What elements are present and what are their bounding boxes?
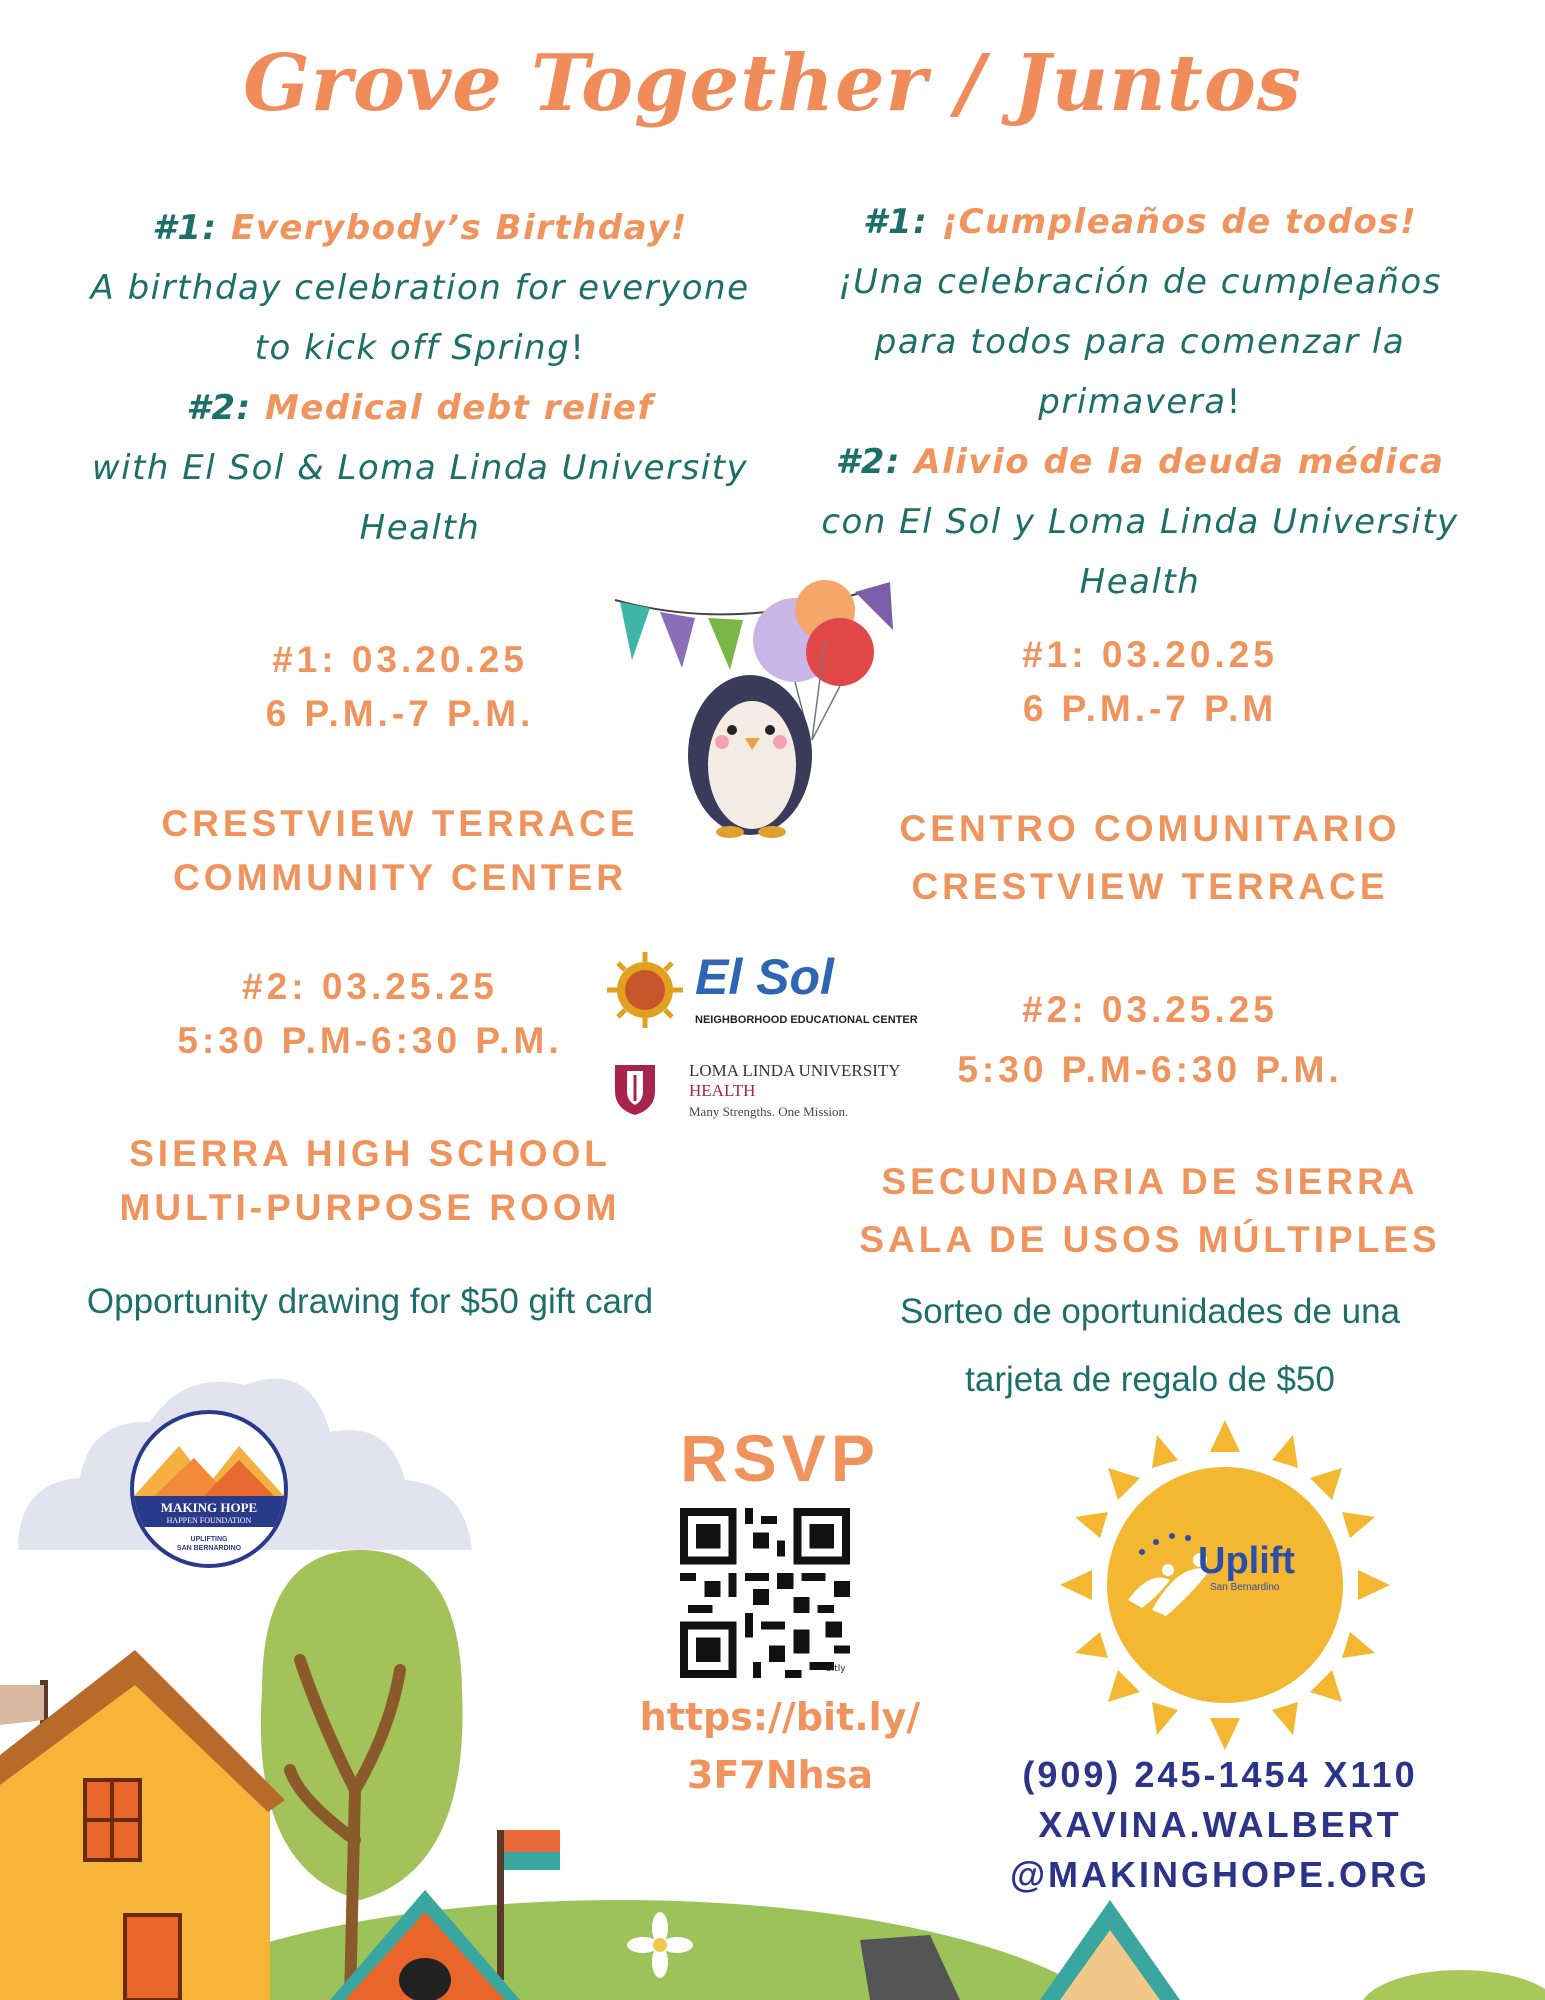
contact-phone[interactable]: (909) 245-1454 X110 xyxy=(1022,1754,1418,1795)
event2-time: 5:30 P.M-6:30 P.M. xyxy=(177,1020,563,1061)
event2-description: with El Sol & Loma Linda University xyxy=(91,448,749,488)
event2-title: Medical debt relief xyxy=(264,388,654,428)
making-hope-sub: HAPPEN FOUNDATION xyxy=(166,1516,252,1525)
penguin-belly xyxy=(708,701,796,829)
university-crest-icon xyxy=(605,1057,665,1117)
bunting-flag xyxy=(660,612,695,668)
event1-description: A birthday celebration for everyone xyxy=(90,268,750,308)
bunting-flag xyxy=(708,618,743,670)
english-intro: #1: Everybody’s Birthday! A birthday celebration for everyone to kick off Spring! #2: Medical debt relief with El Sol & Loma Linda University Health xyxy=(40,198,800,558)
making-hope-sb: SAN BERNARDINO xyxy=(176,1545,242,1552)
llu-name: LOMA LINDA UNIVERSITY xyxy=(689,1061,901,1080)
evento2-time: 5:30 P.M-6:30 P.M. xyxy=(957,1049,1343,1090)
rsvp-url[interactable]: https://bit.ly/ 3F7Nhsa xyxy=(639,1695,921,1797)
tree-canopy xyxy=(261,1550,463,1900)
contact-email-b[interactable]: @MAKINGHOPE.ORG xyxy=(1009,1854,1431,1895)
evento1-title: ¡Cumpleaños de todos! xyxy=(941,202,1418,242)
event1-number: #1: xyxy=(152,208,231,248)
event2-schedule xyxy=(90,960,650,1068)
evento2-title: Alivio de la deuda médica xyxy=(914,442,1445,482)
evento1-date: #1: 03.20.25 xyxy=(1022,634,1278,675)
event1-venue: CRESTVIEW TERRACE COMMUNITY CENTER xyxy=(161,803,639,898)
el-sol-logo xyxy=(605,948,918,1038)
drawing-note: Opportunity drawing for $50 gift card xyxy=(86,1282,654,1321)
sun-emblem-icon xyxy=(605,950,685,1030)
neighborhood-illustration xyxy=(0,1540,1545,2000)
evento1-description-b: para todos para comenzar la xyxy=(874,322,1406,362)
bunting-flag xyxy=(620,602,650,660)
evento2-venue: SECUNDARIA DE SIERRA SALA DE USOS MÚLTIPLES xyxy=(859,1161,1441,1260)
contact-email-a[interactable]: XAVINA.WALBERT xyxy=(1038,1804,1402,1845)
evento2-description: con El Sol y Loma Linda University xyxy=(821,502,1459,542)
evento1-number: #1: xyxy=(862,202,942,242)
evento1-venue: CENTRO COMUNITARIO CRESTVIEW TERRACE xyxy=(899,808,1401,907)
making-hope-name: MAKING HOPE xyxy=(160,1500,258,1515)
spanish-intro: #1: ¡Cumpleaños de todos! ¡Una celebración de cumpleaños para todos para comenzar la primavera! #2: Alivio de la deuda médica con El Sol y Loma Linda University Health xyxy=(800,192,1480,612)
llu-tagline: Many Strengths. One Mission. xyxy=(689,1104,849,1119)
party-illustration xyxy=(600,560,920,860)
evento2-date: #2: 03.25.25 xyxy=(1022,989,1278,1030)
page-title: Grove Together / Juntos xyxy=(243,38,1302,129)
event2-description-b: Health xyxy=(359,508,481,548)
event1-date: #1: 03.20.25 xyxy=(272,639,528,680)
house-window xyxy=(125,1915,180,2000)
evento1-description: ¡Una celebración de cumpleaños xyxy=(838,262,1442,302)
event1-time: 6 P.M.-7 P.M. xyxy=(265,693,535,734)
mountains-icon xyxy=(134,1434,284,1504)
evento2-description-b: Health xyxy=(1079,562,1201,602)
event1-description-b: to kick off Spring xyxy=(254,328,571,368)
evento2-schedule xyxy=(900,980,1400,1100)
llu-health: HEALTH xyxy=(689,1081,756,1100)
uplift-name: Uplift xyxy=(1198,1540,1296,1582)
evento1-schedule xyxy=(830,628,1470,736)
el-sol-name: El Sol xyxy=(695,949,834,1005)
event1-title: Everybody’s Birthday! xyxy=(230,208,688,248)
el-sol-subtitle: NEIGHBORHOOD EDUCATIONAL CENTER xyxy=(695,1014,918,1026)
event2-number: #2: xyxy=(186,388,265,428)
balloon xyxy=(806,618,874,686)
making-hope-uplifting: UPLIFTING xyxy=(190,1536,228,1543)
sorteo-note: Sorteo de oportunidades de una tarjeta de regalo de $50 xyxy=(899,1292,1401,1399)
loma-linda-logo xyxy=(605,1057,905,1127)
event2-date: #2: 03.25.25 xyxy=(242,966,498,1007)
uplift-sub: San Bernardino xyxy=(1210,1582,1280,1593)
evento1-time: 6 P.M.-7 P.M xyxy=(1022,688,1278,729)
event2-venue: SIERRA HIGH SCHOOL MULTI-PURPOSE ROOM xyxy=(119,1133,621,1228)
qr-tag: bitly xyxy=(826,1664,846,1674)
bunting-flag xyxy=(855,582,893,630)
rsvp-label: RSVP xyxy=(680,1421,880,1495)
evento1-description-c: primavera xyxy=(1038,382,1227,422)
evento2-number: #2: xyxy=(835,442,915,482)
